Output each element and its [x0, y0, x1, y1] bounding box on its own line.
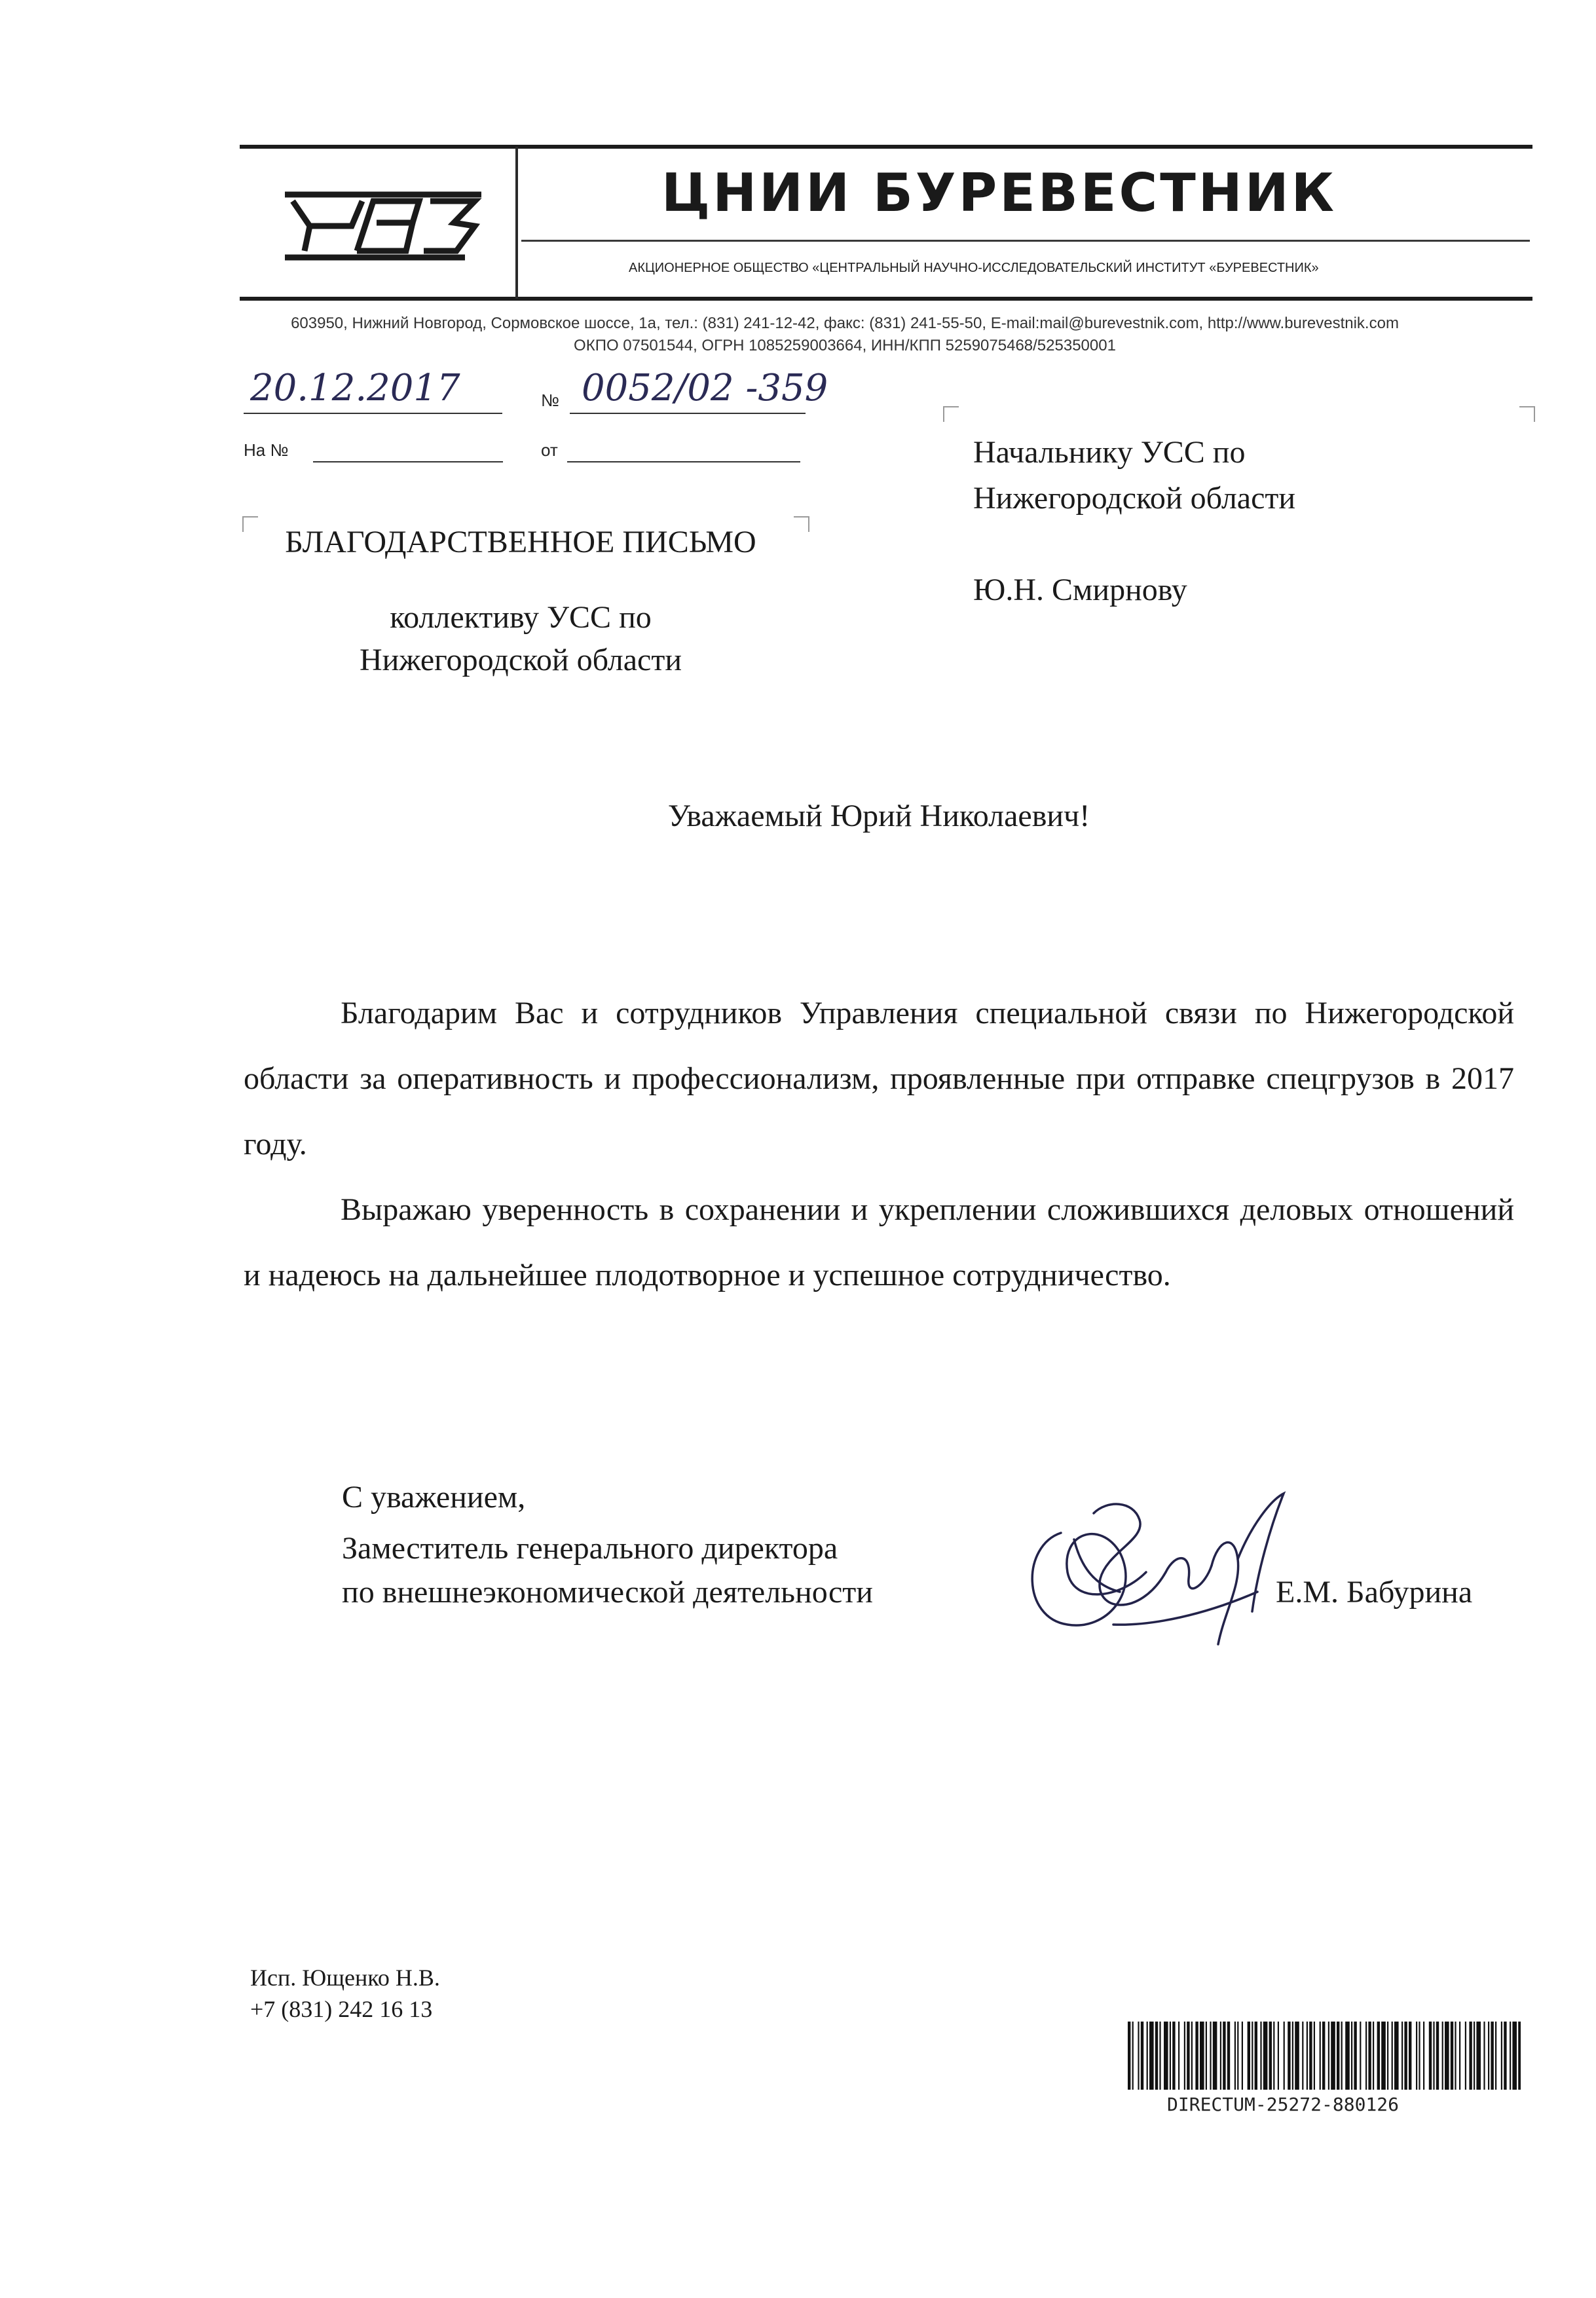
barcode-bar — [1483, 2022, 1485, 2090]
barcode-bar — [1260, 2022, 1261, 2090]
barcode-bar — [1184, 2022, 1185, 2090]
barcode-bar — [1373, 2022, 1374, 2090]
barcode-bar — [1445, 2022, 1449, 2090]
barcode-bar — [1368, 2022, 1371, 2090]
ref-underline — [313, 461, 503, 462]
barcode-bar — [1436, 2022, 1439, 2090]
barcode-bar — [1459, 2022, 1460, 2090]
barcode-bar — [1474, 2022, 1475, 2090]
doc-date: 20.12.2017 — [250, 367, 460, 409]
barcode-bar — [1307, 2022, 1308, 2090]
barcode-bar — [1252, 2022, 1253, 2090]
ref-label: На № — [244, 440, 289, 460]
position-line-2: по внешнеэкономической деятельности — [342, 1575, 873, 1610]
letterhead-top-rule — [240, 145, 1532, 149]
barcode-bar — [1504, 2022, 1506, 2090]
barcode-bar — [1401, 2022, 1403, 2090]
barcode-bar — [1423, 2022, 1424, 2090]
barcode-bar — [1394, 2022, 1399, 2090]
recipient-bracket-left — [943, 406, 959, 422]
signer-name: Е.М. Бабурина — [1276, 1575, 1473, 1610]
barcode-bar — [1288, 2022, 1290, 2090]
barcode-bar — [1309, 2022, 1312, 2090]
barcode — [1128, 2022, 1521, 2090]
barcode-bar — [1455, 2022, 1456, 2090]
barcode-bar — [1195, 2022, 1198, 2090]
barcode-bar — [1159, 2022, 1160, 2090]
barcode-bar — [1409, 2022, 1411, 2090]
barcode-bar — [1278, 2022, 1279, 2090]
barcode-bar — [1284, 2022, 1285, 2090]
barcode-bar — [1132, 2022, 1134, 2090]
barcode-bar — [1351, 2022, 1352, 2090]
contacts-line-1: 603950, Нижний Новгород, Сормовское шоссе, 1а, тел.: (831) 241-12-42, факс: (831) 241-55-50, E-mail:mail@burevestnik.com, http://www.burevestnik.com — [291, 314, 1399, 332]
handwritten-signature — [1009, 1474, 1297, 1670]
barcode-bar — [1223, 2022, 1225, 2090]
subject-bracket-left — [242, 516, 258, 532]
executor-name: Исп. Ющенко Н.В. — [250, 1965, 440, 1991]
position-line-1: Заместитель генерального директора — [342, 1531, 838, 1566]
from-label: от — [541, 440, 558, 460]
contacts-line-2: ОКПО 07501544, ОГРН 1085259003664, ИНН/КПП 5259075468/525350001 — [574, 337, 1116, 354]
barcode-bar — [1433, 2022, 1434, 2090]
barcode-bar — [1141, 2022, 1143, 2090]
executor-phone: +7 (831) 242 16 13 — [250, 1996, 433, 2022]
body-paragraph-1: Благодарим Вас и сотрудников Управления специальной связи по Нижегородской области за оперативность и профессионализм, проявленные при отправке спецгрузов в 2017 году. — [244, 996, 1514, 1161]
body-paragraph-2: Выражаю уверенность в сохранении и укреплении сложившихся деловых отношений и надеюсь на дальнейшее плодотворное и успешное сотрудничество. — [244, 1192, 1514, 1292]
barcode-bar — [1210, 2022, 1211, 2090]
number-underline — [570, 413, 806, 414]
barcode-bar — [1510, 2022, 1511, 2090]
barcode-bar — [1263, 2022, 1268, 2090]
barcode-bar — [1337, 2022, 1339, 2090]
barcode-bar — [1501, 2022, 1502, 2090]
barcode-bar — [1237, 2022, 1238, 2090]
barcode-bar — [1512, 2022, 1517, 2090]
barcode-bar — [1314, 2022, 1315, 2090]
barcode-bar — [1404, 2022, 1407, 2090]
barcode-bar — [1220, 2022, 1221, 2090]
org-full-name: АКЦИОНЕРНОЕ ОБЩЕСТВО «ЦЕНТРАЛЬНЫЙ НАУЧНО-ИССЛЕДОВАТЕЛЬСКИЙ ИНСТИТУТ «БУРЕВЕСТНИК» — [629, 261, 1319, 275]
barcode-bar — [1365, 2022, 1367, 2090]
barcode-bar — [1273, 2022, 1274, 2090]
barcode-bar — [1295, 2022, 1299, 2090]
barcode-bar — [1147, 2022, 1148, 2090]
recipient-line-2: Нижегородской области — [973, 481, 1296, 516]
letterhead-inner-rule — [521, 240, 1530, 242]
number-label: № — [541, 390, 559, 410]
barcode-bar — [1292, 2022, 1293, 2090]
barcode-bar — [1200, 2022, 1204, 2090]
barcode-bar — [1206, 2022, 1207, 2090]
barcode-bar — [1187, 2022, 1189, 2090]
from-underline — [567, 461, 800, 462]
barcode-bar — [1495, 2022, 1496, 2090]
subject-line-2: Нижегородской области — [359, 643, 682, 677]
closing: С уважением, — [342, 1480, 526, 1515]
barcode-bar — [1248, 2022, 1250, 2090]
org-name: ЦНИИ БУРЕВЕСТНИК — [661, 162, 1337, 223]
barcode-bar — [1155, 2022, 1158, 2090]
barcode-bar — [1255, 2022, 1257, 2090]
barcode-bar — [1213, 2022, 1217, 2090]
barcode-bar — [1191, 2022, 1193, 2090]
barcode-bar — [1322, 2022, 1325, 2090]
date-underline — [244, 413, 502, 414]
barcode-bar — [1138, 2022, 1139, 2090]
barcode-bar — [1128, 2022, 1130, 2090]
barcode-bar — [1242, 2022, 1243, 2090]
subject-bracket-right — [794, 516, 809, 532]
barcode-bar — [1387, 2022, 1388, 2090]
barcode-bar — [1178, 2022, 1179, 2090]
barcode-bar — [1227, 2022, 1230, 2090]
barcode-bar — [1392, 2022, 1393, 2090]
barcode-bar — [1416, 2022, 1417, 2090]
barcode-bar — [1149, 2022, 1154, 2090]
barcode-bar — [1341, 2022, 1343, 2090]
barcode-bar — [1354, 2022, 1356, 2090]
subject-title: БЛАГОДАРСТВЕННОЕ ПИСЬМО — [285, 525, 756, 559]
salutation: Уважаемый Юрий Николаевич! — [667, 799, 1090, 833]
barcode-bar — [1302, 2022, 1303, 2090]
barcode-bar — [1320, 2022, 1321, 2090]
company-logo-icon — [278, 187, 488, 265]
barcode-bar — [1465, 2022, 1466, 2090]
subject-line-1: коллективу УСС по — [390, 600, 652, 635]
barcode-bar — [1331, 2022, 1335, 2090]
barcode-bar — [1469, 2022, 1472, 2090]
barcode-bar — [1451, 2022, 1453, 2090]
barcode-bar — [1419, 2022, 1420, 2090]
barcode-bar — [1491, 2022, 1493, 2090]
barcode-bar — [1518, 2022, 1521, 2090]
barcode-bar — [1488, 2022, 1489, 2090]
letterhead-bottom-rule — [240, 297, 1532, 301]
recipient-name: Ю.Н. Смирнову — [973, 573, 1187, 607]
barcode-bar — [1381, 2022, 1386, 2090]
barcode-bar — [1442, 2022, 1443, 2090]
recipient-line-1: Начальнику УСС по — [973, 435, 1246, 470]
barcode-bar — [1345, 2022, 1350, 2090]
recipient-bracket-right — [1519, 406, 1535, 422]
barcode-bar — [1170, 2022, 1171, 2090]
barcode-bar — [1476, 2022, 1481, 2090]
barcode-bar — [1328, 2022, 1329, 2090]
barcode-bar — [1164, 2022, 1168, 2090]
letterhead-divider — [515, 147, 518, 299]
barcode-bar — [1360, 2022, 1361, 2090]
barcode-label: DIRECTUM-25272-880126 — [1167, 2094, 1400, 2115]
barcode-bar — [1429, 2022, 1432, 2090]
doc-number: 0052/02 -359 — [582, 367, 828, 409]
barcode-bar — [1377, 2022, 1380, 2090]
barcode-bar — [1269, 2022, 1272, 2090]
barcode-bar — [1234, 2022, 1236, 2090]
barcode-bar — [1172, 2022, 1175, 2090]
